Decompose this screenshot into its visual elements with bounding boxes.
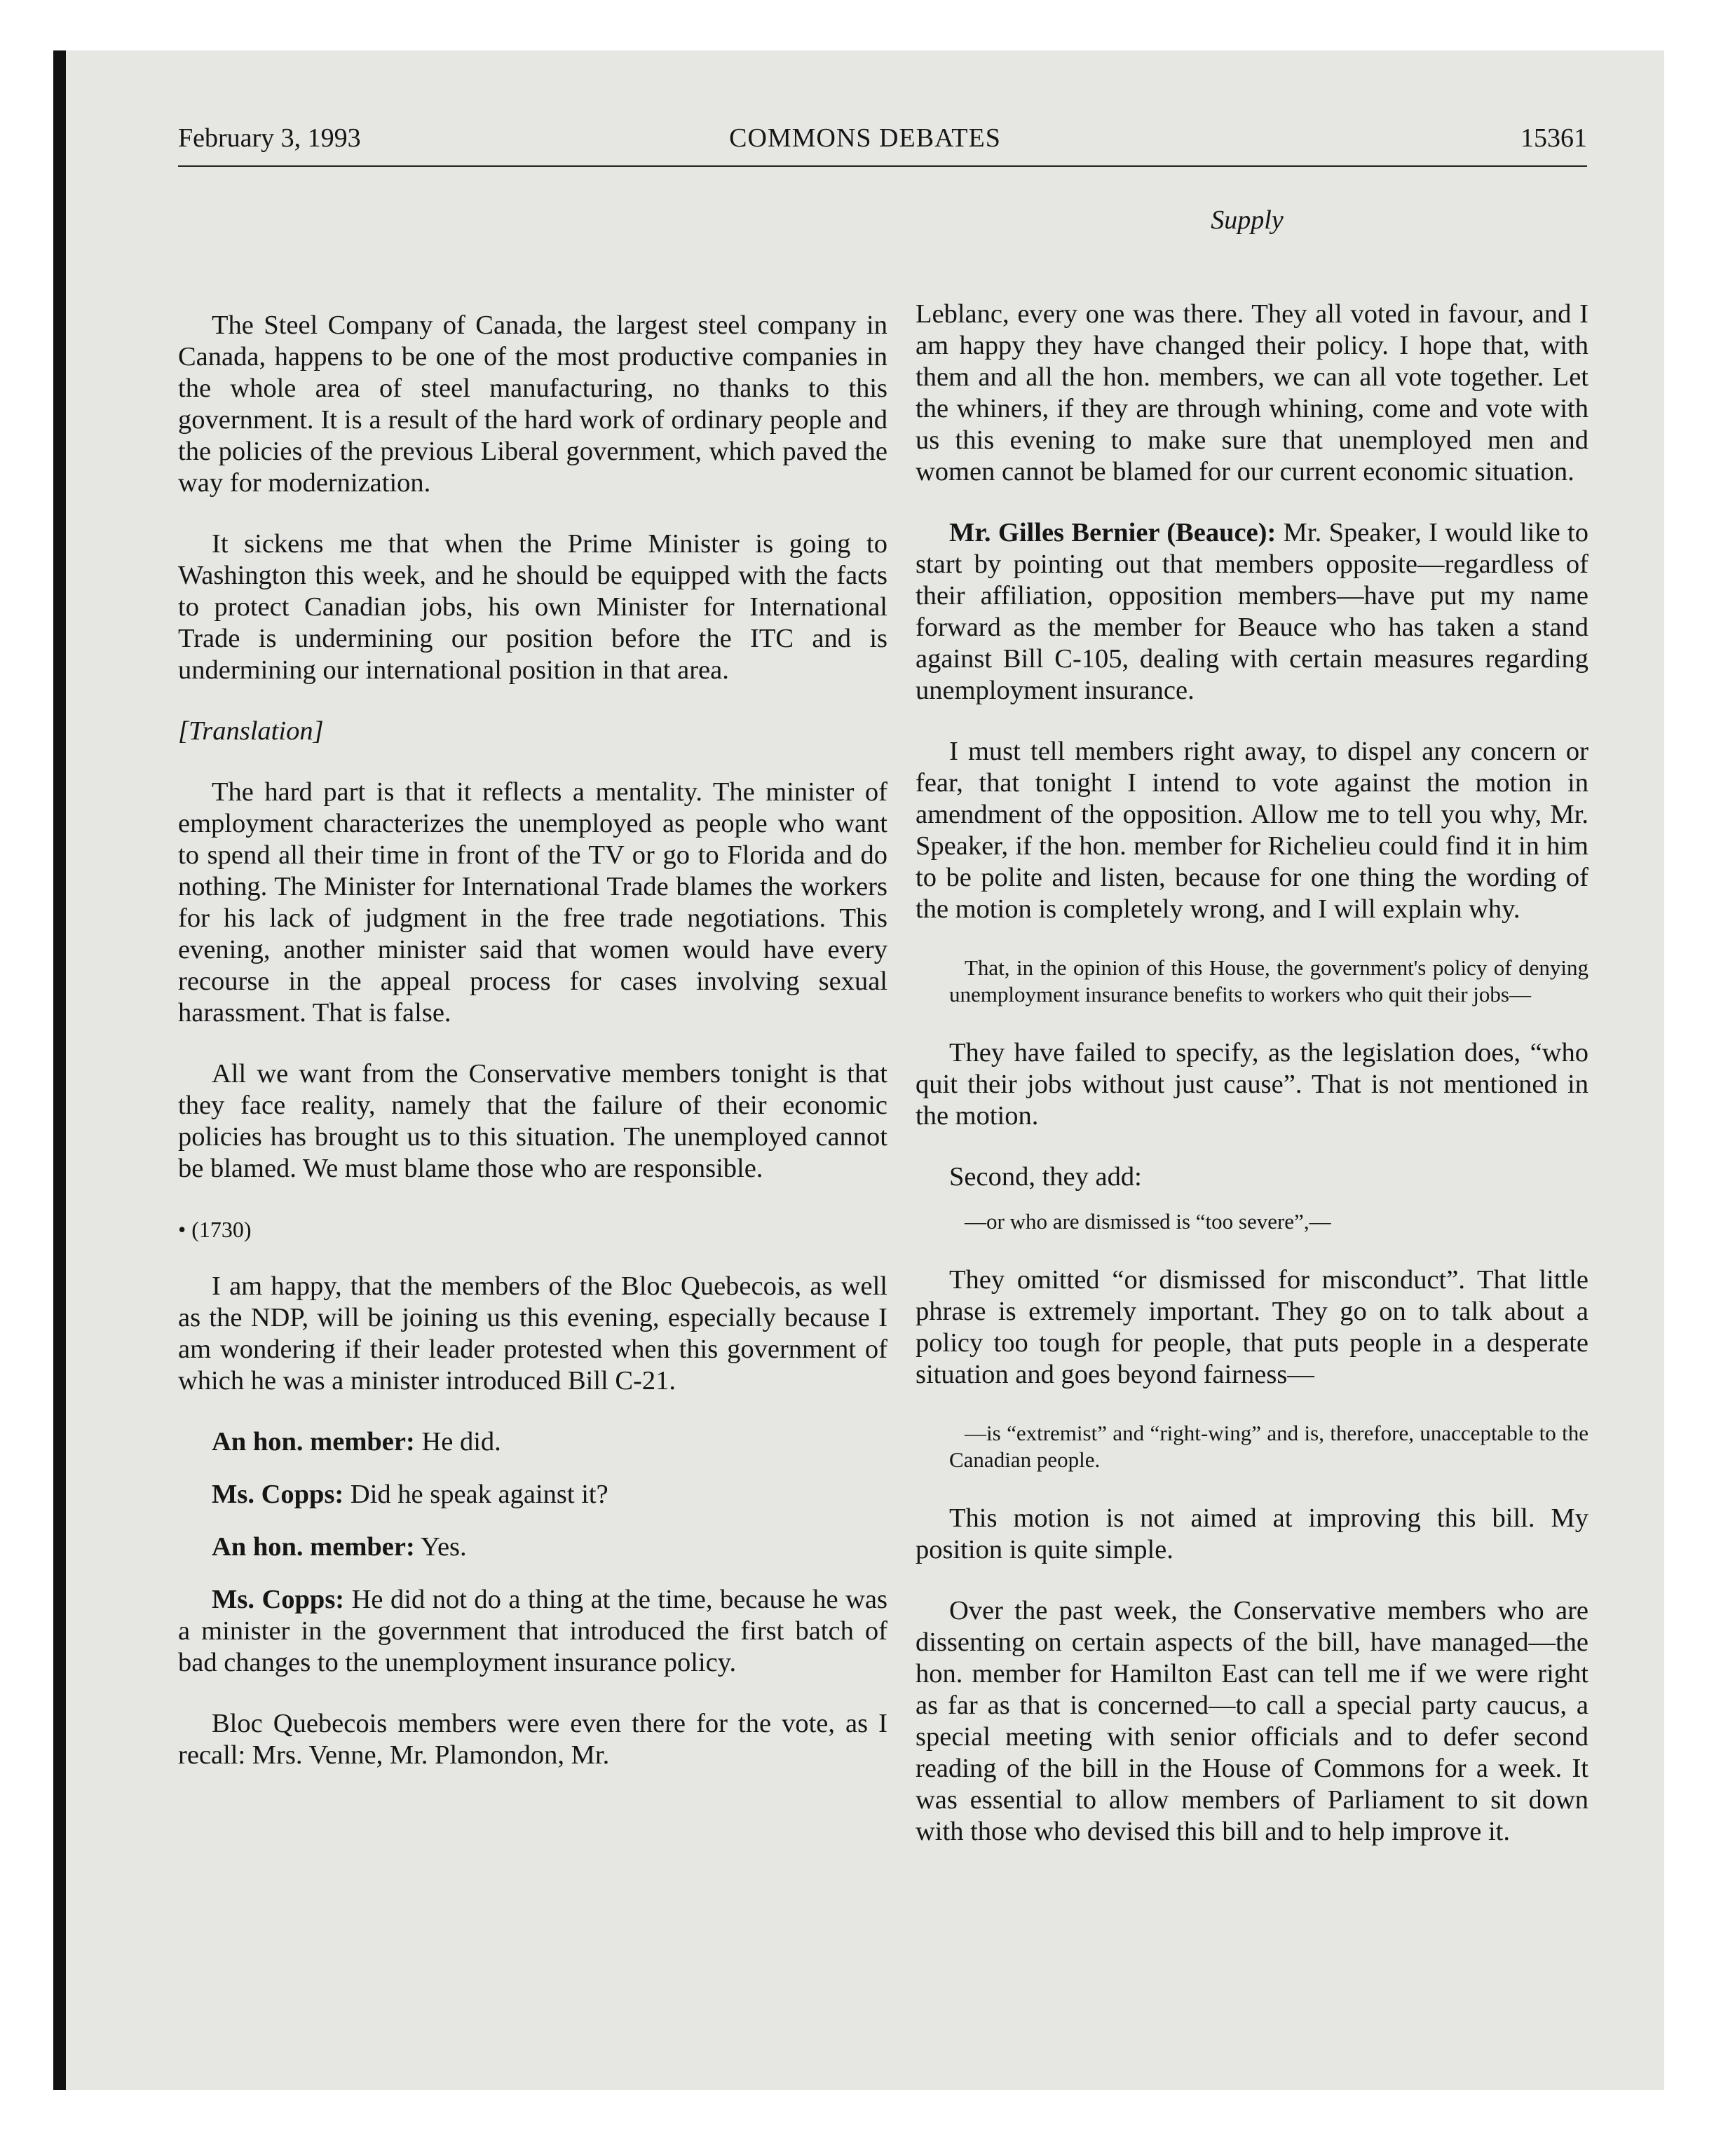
right-column xyxy=(916,268,1588,1877)
motion-quote: That, in the opinion of this House, the government's policy of denying unemployment insurance benefits to workers who quit their jobs— xyxy=(949,955,1588,1007)
paragraph: All we want from the Conservative members tonight is that they face reality, namely that the failure of their economic policies has brought us to this situation. The unemployed cannot be blamed. We must blame those who are responsible. xyxy=(178,1059,887,1183)
speaker-name: An hon. member: xyxy=(212,1532,415,1562)
paragraph: I must tell members right away, to dispel any concern or fear, that tonight I intend to vote against the motion in amendment of the opposition. Allow me to tell you why, Mr. Speaker, if the hon. member for Richelieu could find it in him to be polite and listen, because for one thing the wording of the motion is completely wrong, and I will explain why. xyxy=(916,737,1588,924)
dialog-line xyxy=(212,1531,887,1563)
paragraph: I am happy, that the members of the Bloc Quebecois, as well as the NDP, will be joining us this evening, especially because I am wondering if their leader protested when this government of which he was a minister introduced Bill C-21. xyxy=(178,1271,887,1396)
paragraph: It sickens me that when the Prime Minister is going to Washington this week, and he should be equipped with the facts to protect Canadian jobs, his own Minister for International Trade is undermining our position before the ITC and is undermining our international position in that area. xyxy=(178,529,887,685)
page xyxy=(66,50,1664,2090)
speaker-name: Ms. Copps: xyxy=(212,1585,345,1614)
header-rule xyxy=(178,165,1587,167)
time-marker: • (1730) xyxy=(178,1217,252,1242)
speech-text: He did. xyxy=(414,1427,501,1456)
paragraph: Second, they add: xyxy=(949,1162,1142,1192)
section-title: Supply xyxy=(1211,205,1284,235)
speech-text: Did he speak against it? xyxy=(343,1480,608,1509)
paragraph: Over the past week, the Conservative members who are dissenting on certain aspects of the bill, have managed—the hon. member for Hamilton East can tell me if we were right as far as that is concerned—to call a special party caucus, a special meeting with senior officials and to defer second reading of the bill in the House of Commons for a week. It was essential to allow members of Parliament to sit down with those who devised this bill and to help improve it. xyxy=(916,1596,1588,1846)
dialog-line xyxy=(212,1479,887,1510)
speech-paragraph xyxy=(916,517,1588,707)
motion-quote: —or who are dismissed is “too severe”,— xyxy=(965,1209,1331,1234)
translation-label: [Translation] xyxy=(178,716,324,746)
paragraph: This motion is not aimed at improving this bill. My position is quite simple. xyxy=(916,1503,1588,1564)
speech-text: Mr. Speaker, I would like to start by pointing out that members opposite—regardless of their affiliation, opposition members—have put my name forward as the member for Beauce who has taken a stand against Bill C-105, dealing with certain measures regarding unemployment insurance. xyxy=(916,518,1588,705)
motion-quote: —is “extremist” and “right-wing” and is, therefore, unacceptable to the Canadian people. xyxy=(949,1421,1588,1472)
speech-text: Yes. xyxy=(414,1532,467,1562)
scan-edge xyxy=(53,50,66,2090)
paragraph: Bloc Quebecois members were even there for the vote, as I recall: Mrs. Venne, Mr. Plamondon, Mr. xyxy=(178,1709,887,1770)
paragraph: They have failed to specify, as the legislation does, “who quit their jobs without just cause”. That is not mentioned in the motion. xyxy=(916,1038,1588,1131)
paragraph: Leblanc, every one was there. They all voted in favour, and I am happy they have changed their policy. I hope that, with them and all the hon. members, we can all vote together. Let the whiners, if they are through whining, come and vote with us this evening to make sure that unemployed men and women cannot be blamed for our current economic situation. xyxy=(916,299,1588,486)
paragraph: The Steel Company of Canada, the largest steel company in Canada, happens to be one of the most productive companies in the whole area of steel manufacturing, no thanks to this government. It is a result of the hard work of ordinary people and the policies of the previous Liberal government, which paved the way for modernization. xyxy=(178,311,887,498)
speaker-name: An hon. member: xyxy=(212,1427,415,1456)
header-date: February 3, 1993 xyxy=(178,123,361,153)
left-column xyxy=(178,268,887,1801)
header-title: COMMONS DEBATES xyxy=(729,123,1001,153)
paragraph: The hard part is that it reflects a mentality. The minister of employment characterizes the unemployed as people who want to spend all their time in front of the TV or go to Florida and do nothing. The Minister for International Trade blames the workers for his lack of judgment in the free trade negotiations. This evening, another minister said that women would have every recourse in the appeal process for cases involving sexual harassment. That is false. xyxy=(178,777,887,1028)
speaker-name: Mr. Gilles Bernier (Beauce): xyxy=(949,518,1277,547)
speech-text: He did not do a thing at the time, because he was a minister in the government that introduced the first batch of bad changes to the unemployment insurance policy. xyxy=(178,1585,887,1677)
paragraph: They omitted “or dismissed for misconduct”. That little phrase is extremely important. They go on to talk about a policy too tough for people, that puts people in a desperate situation and goes beyond fairness— xyxy=(916,1265,1588,1389)
speaker-name: Ms. Copps: xyxy=(212,1480,344,1509)
dialog-line xyxy=(178,1584,887,1679)
header-page-number: 15361 xyxy=(1520,123,1587,153)
dialog-line xyxy=(212,1426,887,1458)
